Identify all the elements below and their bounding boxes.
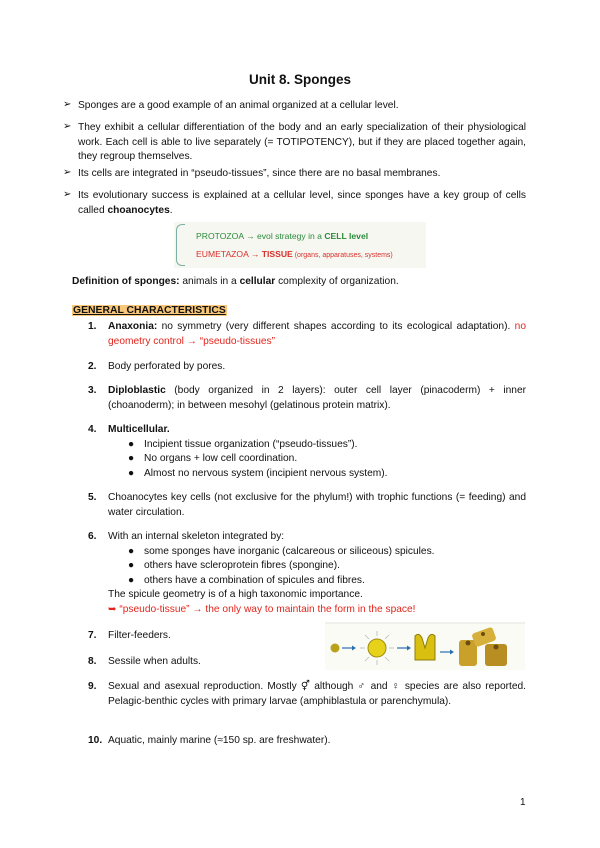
egg-cell-icon bbox=[331, 644, 340, 653]
item-number: 5. bbox=[88, 492, 97, 503]
bullet-icon: ● bbox=[128, 438, 135, 450]
item-number: 1. bbox=[88, 321, 97, 332]
intro-item-4 bbox=[63, 189, 526, 218]
characteristic-1: 1. Anaxonia: no symmetry (very different shapes according to its ecological adaptation). no geometry control → “pseudo-tissues” bbox=[88, 321, 526, 347]
characteristic-9: 9. Sexual and asexual reproduction. Mostly ⚥ although ♂ and ♀ species are also reported. Pelagic-benthic cycles with primary larvae (amphiblastula or parenchymula). bbox=[88, 681, 526, 707]
bullet-item: ● No organs + low cell coordination. bbox=[108, 452, 526, 467]
bullet-item: ● others have scleroprotein fibres (spongine). bbox=[108, 559, 526, 574]
sponge-development-illustration bbox=[325, 622, 525, 670]
arrow-bullet-icon: ➢ bbox=[63, 167, 72, 178]
intro-text: Its evolutionary success is explained at a cellular level, since sponges have a key group of cells called choanocytes. bbox=[78, 190, 526, 216]
item-number: 4. bbox=[88, 424, 97, 435]
brace-icon bbox=[176, 224, 185, 266]
page-title: Unit 8. Sponges bbox=[248, 72, 351, 87]
characteristic-7: 7. Filter-feeders. bbox=[108, 629, 526, 644]
item-number: 7. bbox=[88, 630, 97, 641]
intro-item-2 bbox=[63, 121, 526, 165]
characteristic-8: 8. Sessile when adults. bbox=[108, 655, 526, 670]
intro-text: They exhibit a cellular differentiation of the body and an early specialization of their physiological work. Each cell is able to live separately (= TOTIPOTENCY), but if they are placed together again, they regroup themselves. bbox=[78, 122, 526, 162]
bullet-icon: ● bbox=[128, 545, 135, 557]
characteristic-5: 5. Choanocytes key cells (not exclusive for the phylum!) with trophic functions (= feeding) and water circulation. bbox=[88, 492, 526, 518]
red-note: no geometry control → “pseudo-tissues” bbox=[108, 321, 526, 347]
arrow-bullet-icon: ➢ bbox=[63, 121, 72, 132]
bullet-icon: ● bbox=[128, 467, 135, 479]
characteristic-6: 6. With an internal skeleton integrated by: ● some sponges have inorganic (calcareous or siliceous) spicules. ● others have scleroprotein fibres (spongine). ● others have a combination of spicules and fibres. The spicule geometry is of a high taxonomic importance. ➥ “pseudo-tissue” → the only way to maintain the form in the space! bbox=[108, 530, 526, 617]
section-heading: GENERAL CHARACTERISTICS bbox=[73, 305, 226, 316]
organization-level-diagram bbox=[174, 222, 426, 268]
diagram-eumetazoa-row: EUMETAZOA → TISSUE (organs, apparatuses, systems) bbox=[196, 249, 393, 259]
item-number: 10. bbox=[88, 735, 103, 746]
choanocytes-term: choanocytes bbox=[107, 204, 170, 216]
item-number: 9. bbox=[88, 681, 97, 692]
page-number: 1 bbox=[520, 797, 526, 808]
arrow-bullet-icon: ➢ bbox=[63, 99, 72, 110]
intro-text: Sponges are a good example of an animal organized at a cellular level. bbox=[78, 100, 399, 111]
item-number: 3. bbox=[88, 385, 97, 396]
sponge-definition: Definition of sponges: animals in a cellular complexity of organization. bbox=[72, 276, 399, 287]
bullet-icon: ● bbox=[128, 574, 135, 586]
intro-text: Its cells are integrated in “pseudo-tissues”, since there are no basal membranes. bbox=[78, 168, 441, 179]
characteristic-4: 4. Multicellular. ● Incipient tissue organization (“pseudo-tissues”). ● No organs + low cell coordination. ● Almost no nervous system (incipient nervous system). bbox=[108, 423, 526, 481]
bullet-item: ● some sponges have inorganic (calcareous or siliceous) spicules. bbox=[108, 545, 526, 560]
bullet-item: ● Incipient tissue organization (“pseudo-tissues”). bbox=[108, 438, 526, 453]
item-number: 2. bbox=[88, 361, 97, 372]
bullet-item: ● others have a combination of spicules and fibres. bbox=[108, 574, 526, 589]
characteristic-2: 2. Body perforated by pores. bbox=[108, 360, 526, 375]
arrow-bullet-icon: ➢ bbox=[63, 189, 72, 200]
item-number: 8. bbox=[88, 656, 97, 667]
bullet-icon: ● bbox=[128, 453, 135, 464]
characteristic-3: 3. Diploblastic (body organized in 2 layers): outer cell layer (pinacoderm) + inner (choanoderm); in between mesohyl (gelatinous protein matrix). bbox=[88, 385, 526, 411]
item-number: 6. bbox=[88, 531, 97, 542]
diagram-protozoa-row: PROTOZOA → evol strategy in a CELL level bbox=[196, 231, 369, 241]
bullet-item: ● Almost no nervous system (incipient nervous system). bbox=[108, 467, 526, 482]
intro-item-3 bbox=[63, 167, 526, 182]
red-note: ➥ “pseudo-tissue” → the only way to maintain the form in the space! bbox=[108, 603, 416, 615]
intro-item-1 bbox=[63, 99, 526, 114]
bullet-icon: ● bbox=[128, 560, 135, 571]
characteristic-10: 10. Aquatic, mainly marine (≈150 sp. are freshwater). bbox=[108, 734, 526, 749]
